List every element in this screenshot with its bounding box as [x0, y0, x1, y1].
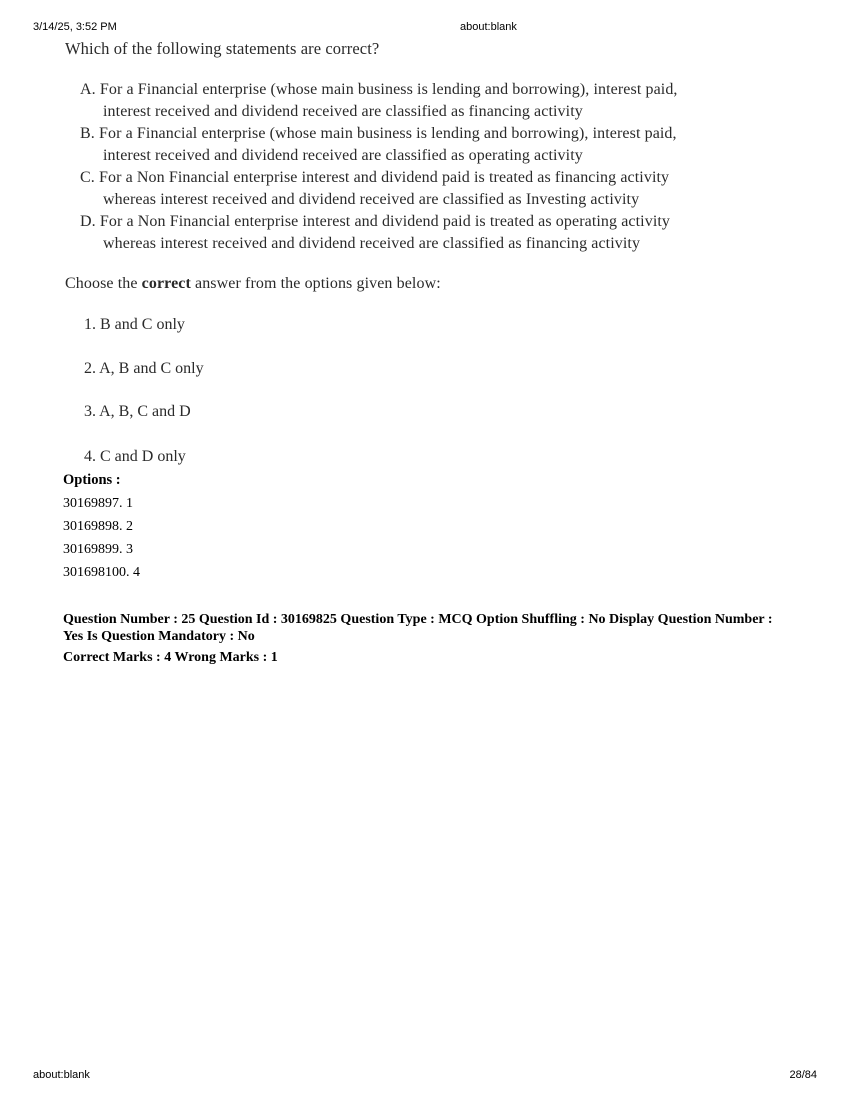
- option-item: 301698100. 4: [63, 565, 140, 580]
- answer-choice-4: 4. C and D only: [84, 448, 186, 465]
- print-footer-url: about:blank: [33, 1069, 90, 1081]
- choose-emphasis: correct: [141, 275, 191, 292]
- option-item: 30169898. 2: [63, 519, 133, 534]
- option-item: 30169897. 1: [63, 496, 133, 511]
- question-marks: Correct Marks : 4 Wrong Marks : 1: [63, 650, 278, 665]
- page-number: 28/84: [789, 1069, 817, 1081]
- statement-line: whereas interest received and dividend received are classified as Investing activity: [103, 191, 640, 208]
- choose-suffix: answer from the options given below:: [190, 275, 441, 292]
- print-page-title: about:blank: [460, 21, 517, 33]
- statement-a: [80, 79, 678, 123]
- statement-line: C. For a Non Financial enterprise interest and dividend paid is treated as financing activity: [80, 169, 670, 186]
- statement-line: A. For a Financial enterprise (whose main business is lending and borrowing), interest paid,: [80, 81, 678, 98]
- statement-line: interest received and dividend received are classified as financing activity: [103, 103, 583, 120]
- statement-line: interest received and dividend received are classified as operating activity: [103, 147, 583, 164]
- answer-choice-3: 3. A, B, C and D: [84, 403, 191, 420]
- print-datetime: 3/14/25, 3:52 PM: [33, 21, 117, 33]
- question-metadata: Question Number : 25 Question Id : 30169825 Question Type : MCQ Option Shuffling : No Display Question Number : Yes Is Question Mandatory : No: [63, 612, 773, 644]
- statement-line: D. For a Non Financial enterprise interest and dividend paid is treated as operating activity: [80, 213, 671, 230]
- choose-instruction: [65, 275, 441, 293]
- choose-prefix: Choose the: [65, 275, 142, 292]
- options-label: Options :: [63, 472, 121, 488]
- statement-line: whereas interest received and dividend received are classified as financing activity: [103, 235, 641, 252]
- statement-line: B. For a Financial enterprise (whose main business is lending and borrowing), interest paid,: [80, 125, 677, 142]
- statement-c: [80, 167, 669, 211]
- question-image: [60, 36, 800, 476]
- option-item: 30169899. 3: [63, 542, 133, 557]
- answer-choice-2: 2. A, B and C only: [84, 360, 204, 377]
- statement-b: [80, 123, 677, 167]
- answer-choice-1: 1. B and C only: [84, 316, 185, 333]
- statement-d: [80, 211, 670, 255]
- question-text: Which of the following statements are correct?: [65, 39, 380, 58]
